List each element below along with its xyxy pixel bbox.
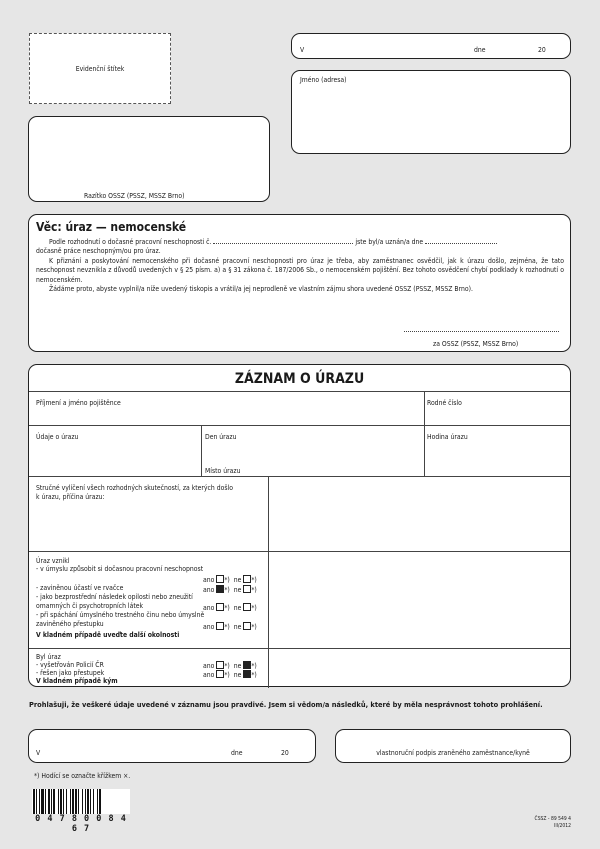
stamp-box-text: Razítko OSSZ (PSSZ, MSSZ Brno)	[84, 192, 185, 200]
bottom-place-date-box[interactable]	[28, 729, 316, 763]
form-code-line1: ČSSZ - 89 549 4	[534, 816, 571, 822]
form-code	[515, 816, 571, 829]
label-box	[29, 33, 171, 104]
label-box-text: Evidenční štítek	[75, 65, 125, 73]
was-item-1: - vyšetřován Policií ČR	[36, 661, 104, 669]
date-label: dne	[474, 46, 486, 54]
subject-line2: dočasně práce neschopným/ou pro úraz.	[36, 247, 161, 255]
bottom-place-label: V	[36, 749, 41, 757]
arose-item-2: - zaviněnou účastí ve rvačce	[36, 584, 124, 592]
arose-note: V kladném případě uveďte další okolnosti	[36, 631, 180, 639]
injury-place-label: Místo úrazu	[205, 467, 241, 475]
arose-item-4: - při spáchání úmyslného trestného činu nebo úmyslně zaviněného přestupku	[36, 611, 205, 628]
injury-hour-label: Hodina úrazu	[427, 433, 468, 441]
declaration: Prohlašuji, že veškeré údaje uvedené v záznamu jsou pravdivé. Jsem si vědom/a následků, které by měla nesprávnost tohoto prohlášení.	[29, 700, 543, 709]
barcode-bars	[32, 789, 130, 814]
subject-line1: Podle rozhodnutí o dočasné pracovní neschopnosti č. jste byl/a uznán/a dne	[49, 238, 564, 246]
arose-choice-1: ano *) ne *)	[203, 576, 257, 584]
record-box	[28, 364, 571, 687]
subject-para2: K přiznání a poskytování nemocenského při dočasné pracovní neschopnosti pro úraz je třeba, aby zaměstnanec osvědčil, jak k úrazu došlo, zejména, že tato neschopnost nevznikla z důvodů uvedených v § 25 písm. a) a § 31 zákona č. 187/2006 Sb., o nemocenském pojištění. Bez tohoto osvědčení chybí podklady k rozhodnutí o nemocenském.	[36, 257, 564, 284]
year-label: 20	[538, 46, 546, 54]
signature-label: vlastnoruční podpis zraněného zaměstnance/kyně	[376, 749, 530, 757]
was-choice-1: ano *) ne *)	[203, 662, 257, 670]
bottom-year-label: 20	[281, 749, 289, 757]
was-choice-2: ano *) ne *)	[203, 671, 257, 679]
place-label: V	[300, 46, 305, 54]
injury-data-label: Údaje o úrazu	[36, 433, 79, 441]
subject-signature-line	[404, 331, 559, 332]
name-address-label: Jméno (adresa)	[300, 76, 347, 84]
signature-box[interactable]	[335, 729, 571, 763]
subject-signature: za OSSZ (PSSZ, MSSZ Brno)	[433, 340, 519, 348]
footnote: *) Hodící se označte křížkem ×.	[34, 772, 131, 780]
insured-name-label: Příjmení a jméno pojištěnce	[36, 399, 121, 407]
arose-choice-3: ano *) ne *)	[203, 604, 257, 612]
subject-box	[28, 214, 571, 352]
arose-item-3: - jako bezprostřední následek opilosti nebo zneužití omamných či psychotropních látek	[36, 593, 193, 610]
description-label: Stručné vylíčení všech rozhodných skutečností, za kterých došlo k úrazu, příčina úrazu:	[36, 484, 233, 501]
form-code-line2: III/2012	[554, 822, 571, 829]
place-date-box[interactable]	[291, 33, 571, 59]
arose-choice-4: ano *) ne *)	[203, 623, 257, 631]
stamp-box	[28, 116, 270, 202]
barcode-number: 0 4 7 8 0 0 8 4 6 7	[35, 814, 127, 834]
was-title: Byl úraz	[36, 653, 61, 661]
arose-item-1: - v úmyslu způsobit si dočasnou pracovní neschopnost	[36, 565, 204, 573]
record-title: ZÁZNAM O ÚRAZU	[234, 371, 365, 387]
arose-title: Úraz vznikl	[36, 557, 70, 565]
injury-day-label: Den úrazu	[205, 433, 237, 441]
subject-heading: Věc: úraz — nemocenské	[36, 220, 187, 234]
arose-choice-2: ano *) ne *)	[203, 586, 257, 594]
was-item-2: - řešen jako přestupek	[36, 669, 105, 677]
birth-number-label: Rodné číslo	[427, 399, 462, 407]
barcode	[32, 789, 130, 814]
was-note: V kladném případě kým	[36, 677, 118, 685]
name-address-box[interactable]	[291, 70, 571, 154]
subject-para3: Žádáme proto, abyste vyplnil/a níže uvedený tiskopis a vrátil/a jej neprodleně ve vlastním zájmu shora uvedené OSSZ (PSSZ, MSSZ Brno).	[49, 285, 473, 293]
bottom-date-label: dne	[231, 749, 243, 757]
